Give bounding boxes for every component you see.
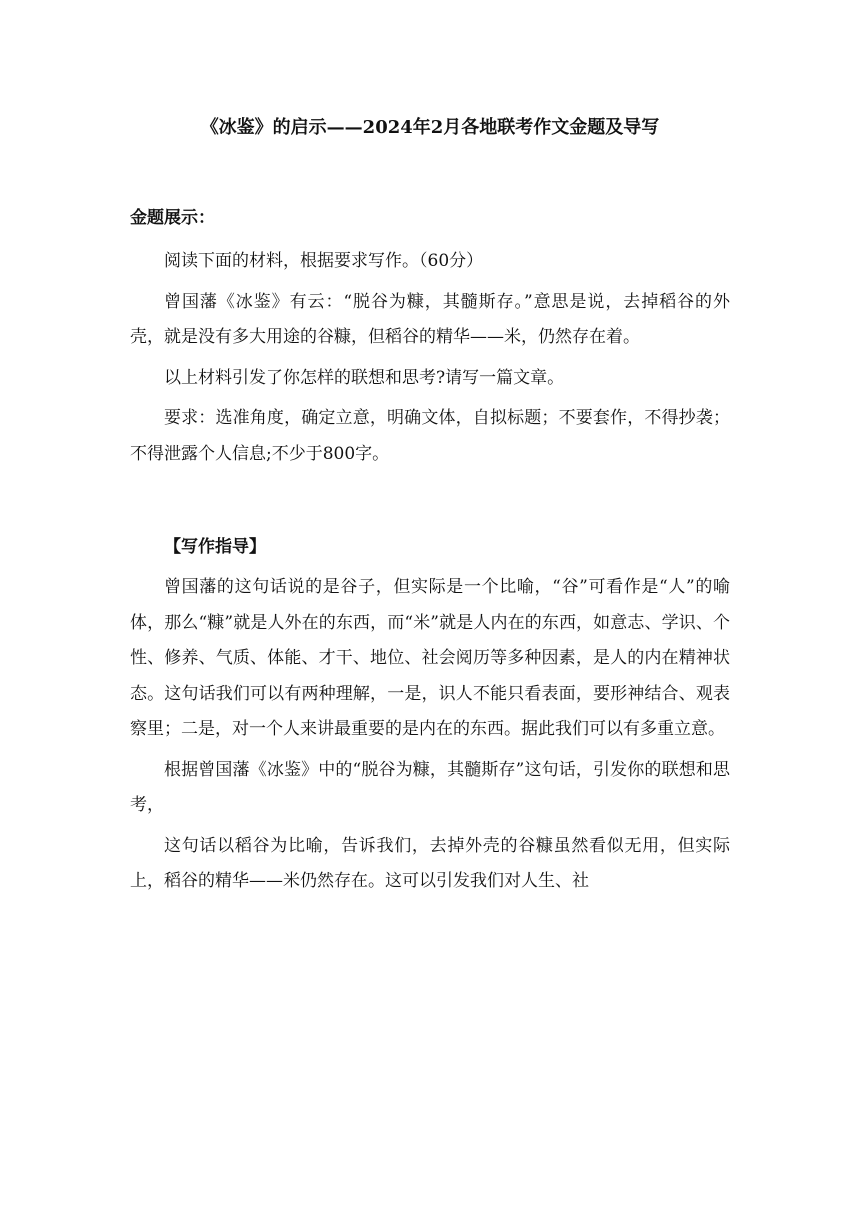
guide-paragraph: 根据曾国藩《冰鉴》中的“脱谷为糠，其髓斯存”这句话，引发你的联想和思考， — [130, 759, 730, 815]
guide-heading: 【写作指导】 — [164, 537, 266, 557]
prompt-paragraph: 阅读下面的材料，根据要求写作。（60分） — [164, 251, 484, 271]
prompt-paragraph: 要求：选准角度，确定立意，明确文体，自拟标题；不要套作，不得抄袭；不得泄露个人信息;不少于800字。 — [130, 408, 730, 464]
document-title: 《冰鉴》的启示——2024年2月各地联考作文金题及导写 — [200, 117, 660, 138]
document-body — [130, 114, 730, 900]
prompt-paragraph: 以上材料引发了你怎样的联想和思考?请写一篇文章。 — [164, 367, 565, 388]
guide-paragraph: 这句话以稻谷为比喻，告诉我们，去掉外壳的谷糠虽然看似无用，但实际上，稻谷的精华——米仍然存在。这可以引发我们对人生、社 — [130, 835, 730, 891]
guide-paragraph: 曾国藩的这句话说的是谷子，但实际是一个比喻，“谷”可看作是“人”的喻体，那么“糠”就是人外在的东西，而“米”就是人内在的东西，如意志、学识、个性、修养、气质、体能、才干、地位、社会阅历等多种因素，是人的内在精神状态。这句话我们可以有两种理解，一是，识人不能只看表面，要形神结合、观表察里；二是，对一个人来讲最重要的是内在的东西。据此我们可以有多重立意。 — [130, 577, 730, 739]
prompt-paragraph: 曾国藩《冰鉴》有云：“脱谷为糠，其髓斯存。”意思是说，去掉稻谷的外壳，就是没有多大用途的谷糠，但稻谷的精华——米，仍然存在着。 — [130, 291, 730, 347]
section-heading: 金题展示： — [130, 208, 215, 228]
